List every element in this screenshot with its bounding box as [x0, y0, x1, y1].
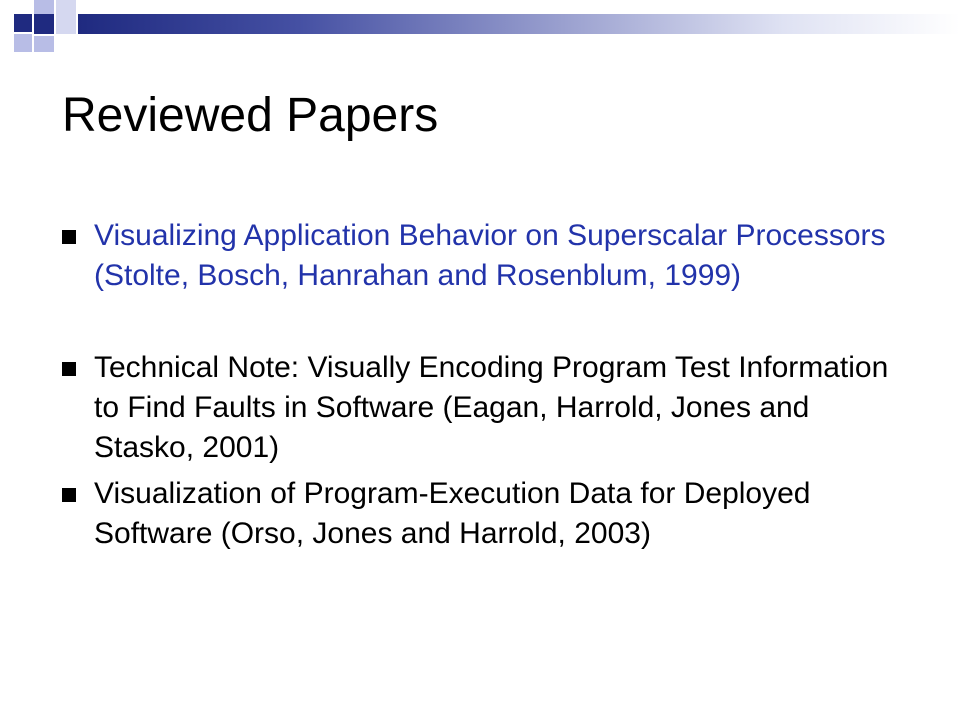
decor-square-lav-1	[34, 0, 54, 14]
square-bullet-icon	[62, 488, 76, 502]
slide-title: Reviewed Papers	[62, 89, 439, 142]
decor-square-navy-2	[34, 14, 54, 34]
bullet-text: Technical Note: Visually Encoding Program Test Information to Find Faults in Software (Eagan, Harrold, Jones and Stasko, 2001)	[94, 351, 889, 464]
decor-square-light-2	[56, 14, 76, 34]
bullet-text: Visualizing Application Behavior on Superscalar Processors (Stolte, Bosch, Hanrahan and Rosenblum, 1999)	[94, 219, 886, 292]
bullet-text: Visualization of Program-Execution Data for Deployed Software (Orso, Jones and Harrold, 2003)	[94, 477, 811, 550]
square-bullet-icon	[62, 362, 76, 376]
square-bullet-icon	[62, 230, 76, 244]
decor-square-navy-1	[14, 14, 32, 32]
decor-square-lav-2	[14, 34, 32, 52]
decor-square-light-1	[56, 0, 76, 14]
header-gradient-bar	[78, 14, 960, 34]
decor-square-lav-3	[34, 36, 54, 52]
